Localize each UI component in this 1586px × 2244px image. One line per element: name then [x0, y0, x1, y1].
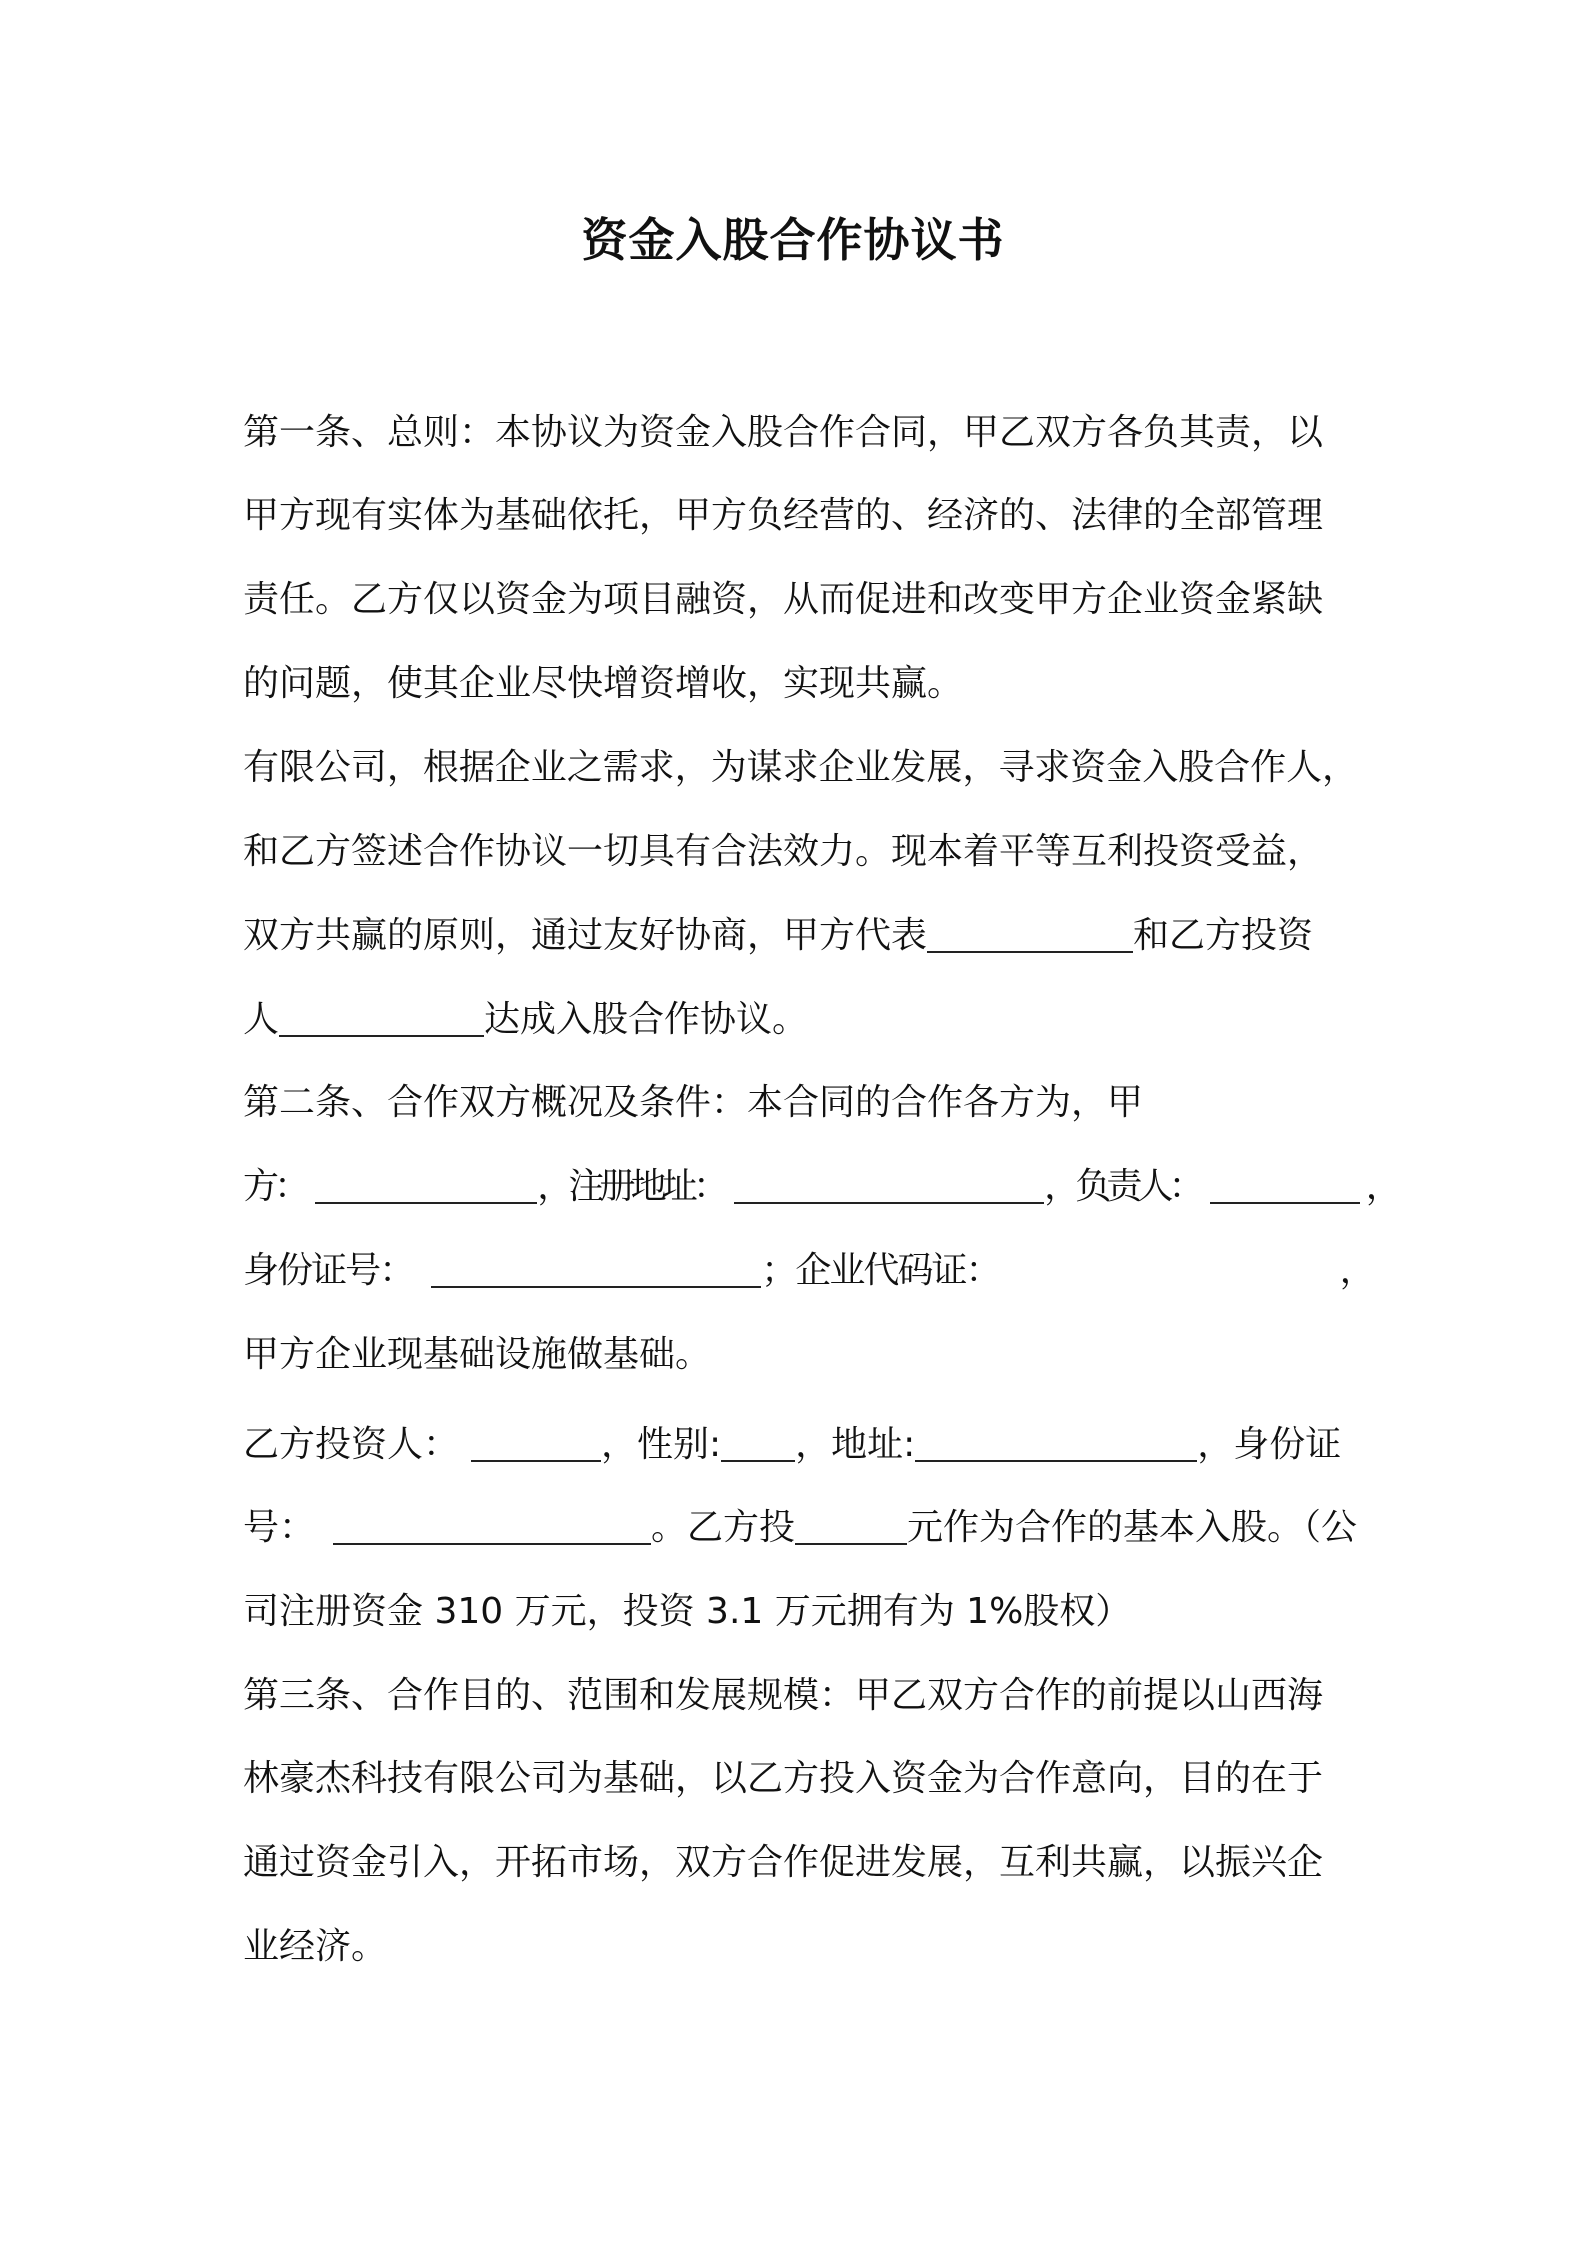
registered-address-blank[interactable] [734, 1162, 1044, 1204]
id2-label-b: 号： [243, 1507, 316, 1548]
article3-line3: 通过资金引入，开拓市场，双方合作促进发展，互利共赢，以振兴企 [243, 1842, 1324, 1883]
registered-address-label: ，注册地址： [537, 1166, 725, 1207]
preamble-line3-text: 双方共赢的原则，通过友好协商，甲方代表 [243, 915, 928, 956]
article1-line3: 责任。乙方仅以资金为项目融资，从而促进和改变甲方企业资金紧缺 [243, 579, 1324, 620]
preamble-line1: 有限公司，根据企业之需求，为谋求企业发展，寻求资金入股合作人， [243, 747, 1359, 788]
article3-line2: 林豪杰科技有限公司为基础，以乙方投入资金为合作意向，目的在于 [243, 1758, 1324, 1799]
investor-name-blank[interactable] [279, 995, 484, 1037]
manager-blank[interactable] [1210, 1162, 1360, 1204]
line2-comma: ， [1365, 1166, 1397, 1207]
article2-line3 [243, 1246, 1374, 1296]
preamble-line4-tail: 达成入股合作协议。 [484, 999, 809, 1040]
manager-label: ，负责人： [1044, 1166, 1200, 1207]
investor-id-blank[interactable] [333, 1503, 651, 1545]
line3-comma: ， [1339, 1250, 1374, 1291]
address2-blank[interactable] [915, 1420, 1197, 1462]
article2-line6 [243, 1503, 1358, 1553]
article1-line4: 的问题，使其企业尽快增资增收，实现共赢。 [243, 663, 964, 704]
article2-line5 [243, 1420, 1358, 1470]
party-a-name-blank[interactable] [315, 1162, 537, 1204]
article2-line4: 甲方企业现基础设施做基础。 [243, 1334, 712, 1375]
address2-label: ，地址: [795, 1424, 916, 1465]
gender-label: ，性别: [601, 1424, 722, 1465]
investor-blank[interactable] [471, 1420, 601, 1462]
preamble-line2: 和乙方签述合作协议一切具有合法效力。现本着平等互利投资受益， [243, 831, 1324, 872]
company-code-label: 企业代码证： [795, 1250, 1000, 1291]
party-a-representative-blank[interactable] [927, 911, 1133, 953]
id2-label-a: ，身份证 [1197, 1424, 1342, 1465]
investment-amount-blank[interactable] [795, 1503, 907, 1545]
gender-blank[interactable] [721, 1420, 795, 1462]
article2-line2 [243, 1162, 1397, 1212]
preamble-line4 [243, 995, 1358, 1045]
preamble-line3-tail: 和乙方投资 [1133, 915, 1314, 956]
article1-line1: 第一条、总则：本协议为资金入股合作合同，甲乙双方各负其责，以 [243, 412, 1324, 453]
investor-label: 乙方投资人： [243, 1424, 460, 1465]
preamble-line4-text: 人 [243, 999, 280, 1040]
invest-label: 。乙方投 [651, 1507, 796, 1548]
id-number-blank[interactable] [431, 1246, 761, 1288]
id-number-label: 身份证号： [243, 1250, 414, 1291]
invest-tail: 元作为合作的基本入股。（公 [907, 1507, 1358, 1548]
article2-line7: 司注册资金 310 万元，投资 3.1 万元拥有为 1%股权） [243, 1591, 1132, 1632]
id-semicolon: ； [761, 1250, 796, 1291]
company-code-blank[interactable] [1000, 1248, 1340, 1288]
article2-line1: 第二条、合作双方概况及条件：本合同的合作各方为，甲 [243, 1082, 1144, 1123]
preamble-line3 [243, 911, 1358, 961]
article1-line2: 甲方现有实体为基础依托，甲方负经营的、经济的、法律的全部管理 [243, 495, 1324, 536]
article3-line4: 业经济。 [243, 1926, 388, 1967]
article3-line1: 第三条、合作目的、范围和发展规模：甲乙双方合作的前提以山西海 [243, 1675, 1324, 1716]
document-title: 资金入股合作协议书 [581, 213, 1005, 267]
party-a-label: 方： [243, 1166, 306, 1207]
